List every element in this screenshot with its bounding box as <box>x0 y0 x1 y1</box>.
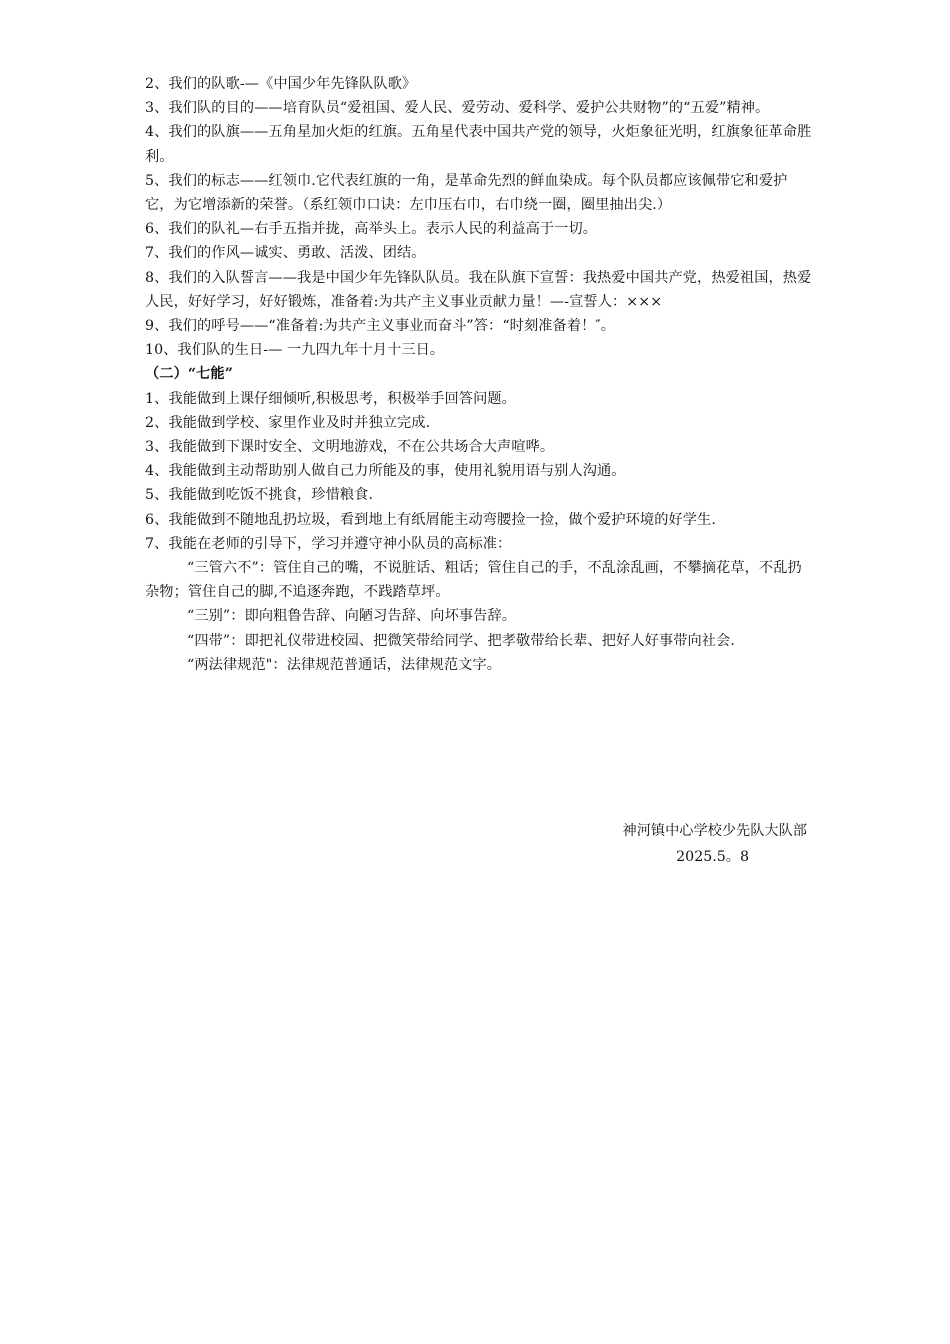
ability-item-3: 3、我能做到下课时安全、文明地游戏，不在公共场合大声喧哗。 <box>145 439 555 456</box>
standard-three-farewell: “三别”：即向粗鲁告辞、向陋习告辞、向坏事告辞。 <box>187 608 517 625</box>
item-style: 7、我们的作风—诚实、勇敢、活泼、团结。 <box>145 245 426 262</box>
item-flag: 4、我们的队旗——五角星加火炬的红旗。五角星代表中国共产党的领导，火炬象征光明，红旗象征革命胜利。 <box>145 124 812 165</box>
item-purpose: 3、我们队的目的——培育队员“爱祖国、爱人民、爱劳动、爱科学、爱护公共财物”的“五爱”精神。 <box>145 100 770 117</box>
item-anthem: 2、我们的队歌-—《中国少年先锋队队歌》 <box>145 76 417 92</box>
standard-two-norms: “两法律规范"：法律规范普通话，法律规范文字。 <box>187 656 502 673</box>
ability-item-7: 7、我能在老师的引导下，学习并遵守神小队员的高标准： <box>145 535 512 552</box>
ability-item-2: 2、我能做到学校、家里作业及时并独立完成. <box>145 414 431 431</box>
item-emblem: 5、我们的标志——红领巾.它代表红旗的一角，是革命先烈的鲜血染成。每个队员都应该佩带它和爱护它，为它增添新的荣誉。（系红领巾口诀：左巾压右巾，右巾绕一圈，圈里抽出尖.） <box>145 172 788 214</box>
section-heading: （二）“七能” <box>145 366 233 383</box>
signature-organization: 神河镇中心学校少先队大队部 <box>622 823 807 839</box>
item-birthday: 10、我们队的生日-— 一九四九年十月十三日。 <box>145 342 445 359</box>
ability-item-5: 5、我能做到吃饭不挑食，珍惜粮食. <box>145 487 374 504</box>
item-oath: 8、我们的入队誓言——我是中国少年先锋队队员。我在队旗下宣誓：我热爱中国共产党，热爱祖国，热爱人民，好好学习，好好锻炼，准备着:为共产主义事业贡献力量！—-宣誓人：××× <box>145 269 812 310</box>
ability-item-1: 1、我能做到上课仔细倾听,积极思考，积极举手回答问题。 <box>145 390 516 407</box>
standard-four-bring: “四带”：即把礼仪带进校园、把微笑带给同学、把孝敬带给长辈、把好人好事带向社会. <box>187 632 735 649</box>
item-slogan: 9、我们的呼号——“准备着:为共产主义事业而奋斗”答：“时刻准备着！″。 <box>145 318 616 335</box>
item-salute: 6、我们的队礼—右手五指并拢，高举头上。表示人民的利益高于一切。 <box>145 221 598 238</box>
standard-three-manage: “三管六不”：管住自己的嘴，不说脏话、粗话；管住自己的手，不乱涂乱画，不攀摘花草，不乱扔杂物；管住自己的脚,不追逐奔跑，不践踏草坪。 <box>145 560 802 601</box>
document-body <box>145 72 815 677</box>
signature-date: 2025.5。8 <box>676 849 749 865</box>
ability-item-6: 6、我能做到不随地乱扔垃圾，看到地上有纸屑能主动弯腰捡一捡，做个爱护环境的好学生. <box>145 511 716 528</box>
ability-item-4: 4、我能做到主动帮助别人做自己力所能及的事，使用礼貌用语与别人沟通。 <box>145 463 626 480</box>
